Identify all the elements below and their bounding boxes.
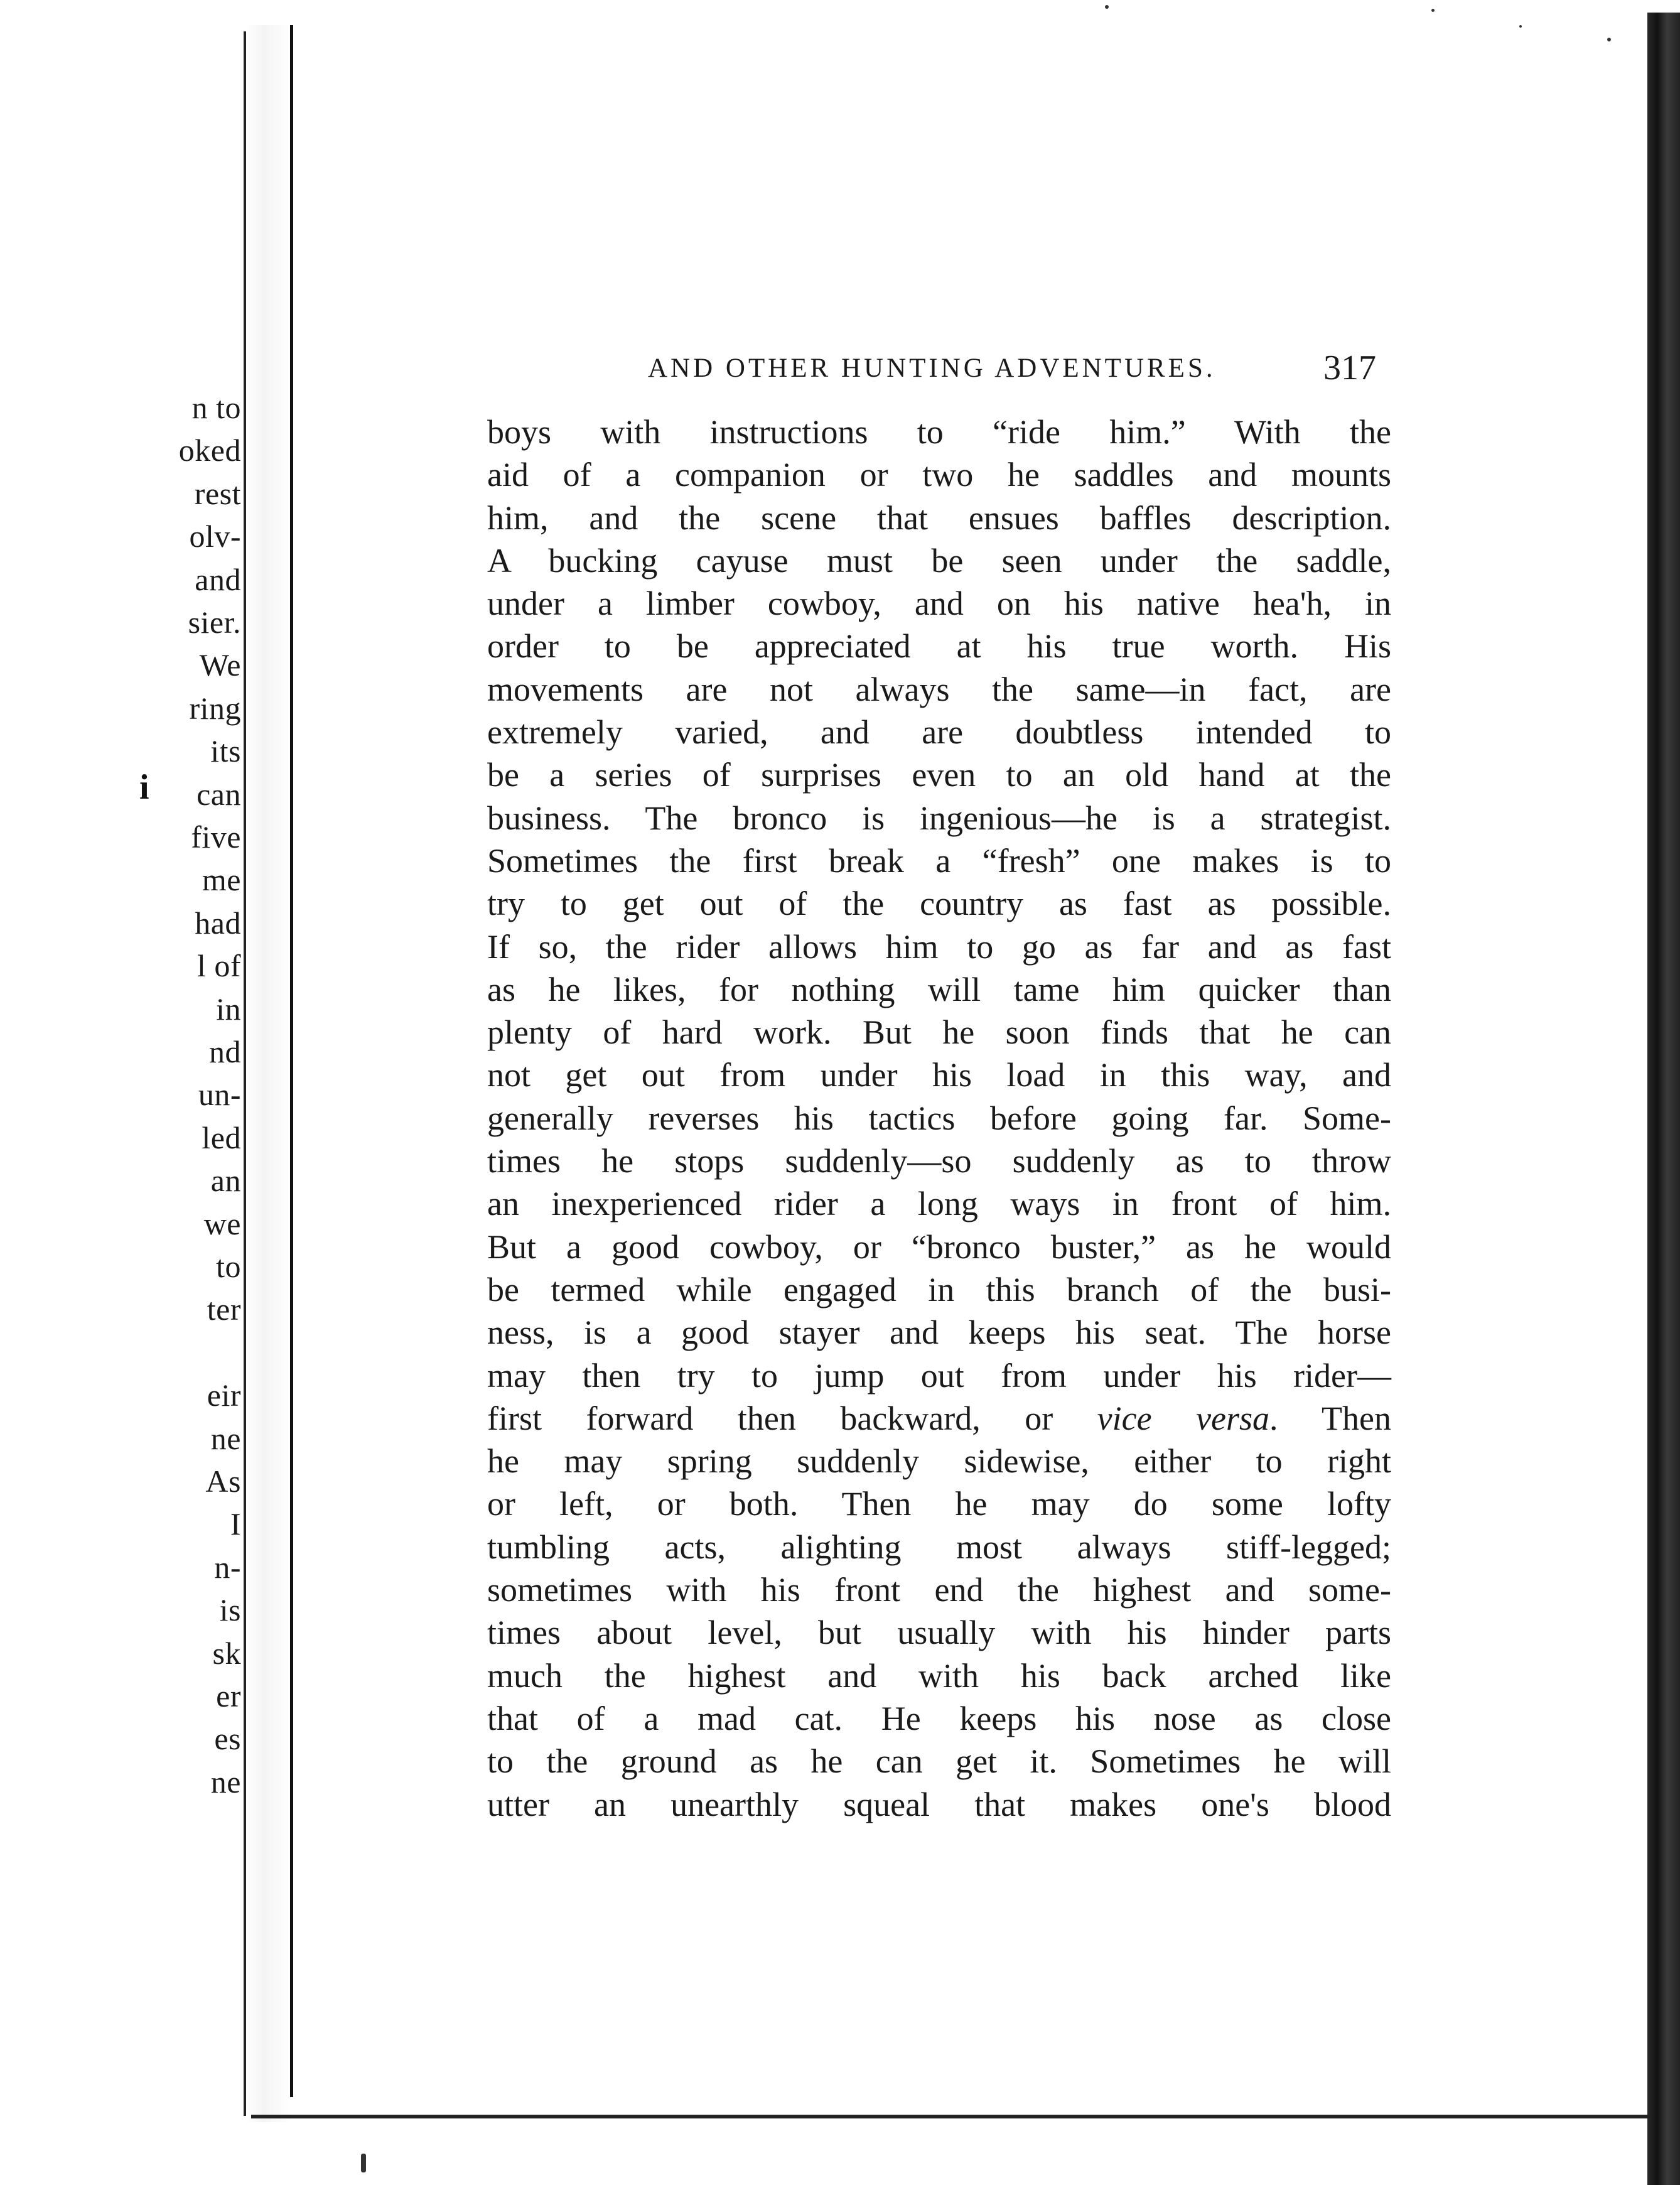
- left-page-fragment: five: [191, 819, 241, 855]
- text-line: tumbling acts, alighting most always stiff-legged;: [487, 1528, 1391, 1566]
- left-page-fragment: olv-: [189, 519, 241, 554]
- text-line: aid of a companion or two he saddles and mounts: [487, 456, 1391, 494]
- left-page-fragment: nd: [209, 1034, 241, 1069]
- left-page-fragment: I: [230, 1506, 241, 1542]
- text-line: may then try to jump out from under his rider—: [487, 1356, 1391, 1395]
- left-page-fragment: its: [210, 733, 241, 769]
- left-page-fragment: sier.: [188, 605, 241, 640]
- left-page-fragment: oked: [178, 433, 241, 468]
- left-page-fragment: can: [197, 776, 241, 812]
- left-page-fragment: es: [214, 1721, 241, 1757]
- left-page-fragment: in: [216, 991, 241, 1027]
- left-page-fragment: ne: [210, 1764, 241, 1799]
- left-page-fragment: sk: [212, 1635, 241, 1671]
- text-line: Sometimes the first break a “fresh” one makes is to: [487, 841, 1391, 880]
- text-line: not get out from under his load in this way, and: [487, 1056, 1391, 1094]
- text-line: business. The bronco is ingenious—he is a strategist.: [487, 799, 1391, 837]
- text-line: or left, or both. Then he may do some lofty: [487, 1485, 1391, 1523]
- text-line: be a series of surprises even to an old hand at the: [487, 756, 1391, 794]
- text-line: extremely varied, and are doubtless intended to: [487, 713, 1391, 752]
- left-page-fragment: er: [216, 1678, 241, 1713]
- left-page-fragment: ring: [189, 690, 241, 726]
- left-page-fragment: led: [202, 1119, 241, 1155]
- text-line: times about level, but usually with his hinder parts: [487, 1614, 1391, 1652]
- text-line: to the ground as he can get it. Sometimes he will: [487, 1742, 1391, 1781]
- text-line: try to get out of the country as fast as possible.: [487, 885, 1391, 923]
- text-line: times he stops suddenly—so suddenly as to throw: [487, 1142, 1391, 1180]
- page-edge-shadow: [1647, 13, 1680, 2185]
- left-page-fragment: eir: [207, 1378, 241, 1413]
- page-bottom-edge: [251, 2115, 1651, 2118]
- scan-speck: [1431, 9, 1435, 12]
- text-line: ness, is a good stayer and keeps his seat. The horse: [487, 1314, 1391, 1352]
- previous-page-edge: [0, 31, 246, 2116]
- text-line: A bucking cayuse must be seen under the saddle,: [487, 541, 1391, 580]
- text-line: as he likes, for nothing will tame him quicker than: [487, 970, 1391, 1008]
- left-page-fragment: is: [219, 1592, 241, 1628]
- left-page-fragment: ne: [210, 1420, 241, 1456]
- scan-speck: [1519, 25, 1522, 28]
- text-line: order to be appreciated at his true worth. His: [487, 627, 1391, 666]
- text-line: that of a mad cat. He keeps his nose as close: [487, 1699, 1391, 1737]
- book-gutter: [246, 25, 291, 2122]
- text-line: an inexperienced rider a long ways in front of him.: [487, 1185, 1391, 1223]
- text-line: boys with instructions to “ride him.” With the: [487, 413, 1391, 451]
- italic-phrase: vice versa: [1097, 1399, 1270, 1437]
- text-line: movements are not always the same—in fact, are: [487, 670, 1391, 708]
- left-page-fragment: an: [210, 1163, 241, 1199]
- scan-speck: [361, 2154, 366, 2172]
- left-page-fragment: ter: [207, 1292, 241, 1327]
- text-line: sometimes with his front end the highest and some-: [487, 1571, 1391, 1609]
- running-head: AND OTHER HUNTING ADVENTURES.: [648, 353, 1216, 383]
- text-line: generally reverses his tactics before going far. Some-: [487, 1099, 1391, 1137]
- text-line: be termed while engaged in this branch of the busi-: [487, 1270, 1391, 1308]
- left-page-fragment: n to: [191, 390, 241, 425]
- scan-speck: [1105, 5, 1109, 9]
- page-body-text: [487, 411, 1391, 1826]
- left-page-fragment: We: [199, 647, 241, 683]
- left-page-fragment: As: [205, 1464, 241, 1499]
- text-line: utter an unearthly squeal that makes one's blood: [487, 1785, 1391, 1823]
- left-page-fragment: me: [202, 862, 241, 898]
- text-line: If so, the rider allows him to go as far and as fast: [487, 927, 1391, 966]
- page-number: 317: [1323, 348, 1376, 387]
- text-line: first forward then backward, or vice versa. Then: [487, 1399, 1391, 1437]
- left-page-fragment: had: [195, 905, 241, 941]
- left-page-fragment: we: [203, 1206, 241, 1241]
- text-line: he may spring suddenly sidewise, either to right: [487, 1442, 1391, 1481]
- text-line: under a limber cowboy, and on his native hea'h, in: [487, 585, 1391, 623]
- scan-speck: [1607, 38, 1611, 41]
- text-line: him, and the scene that ensues baffles description.: [487, 499, 1391, 537]
- left-page-fragment: un-: [198, 1077, 241, 1113]
- left-page-fragment: n-: [214, 1549, 241, 1585]
- left-page-fragment: to: [216, 1249, 241, 1284]
- left-page-fragment: and: [195, 561, 241, 597]
- left-page-fragment: l of: [197, 948, 241, 984]
- margin-ink-mark: i: [139, 768, 149, 807]
- left-page-fragment: rest: [194, 475, 241, 511]
- text-line: much the highest and with his back arched like: [487, 1656, 1391, 1695]
- text-line: But a good cowboy, or “bronco buster,” as he would: [487, 1227, 1391, 1266]
- text-line: plenty of hard work. But he soon finds that he can: [487, 1013, 1391, 1052]
